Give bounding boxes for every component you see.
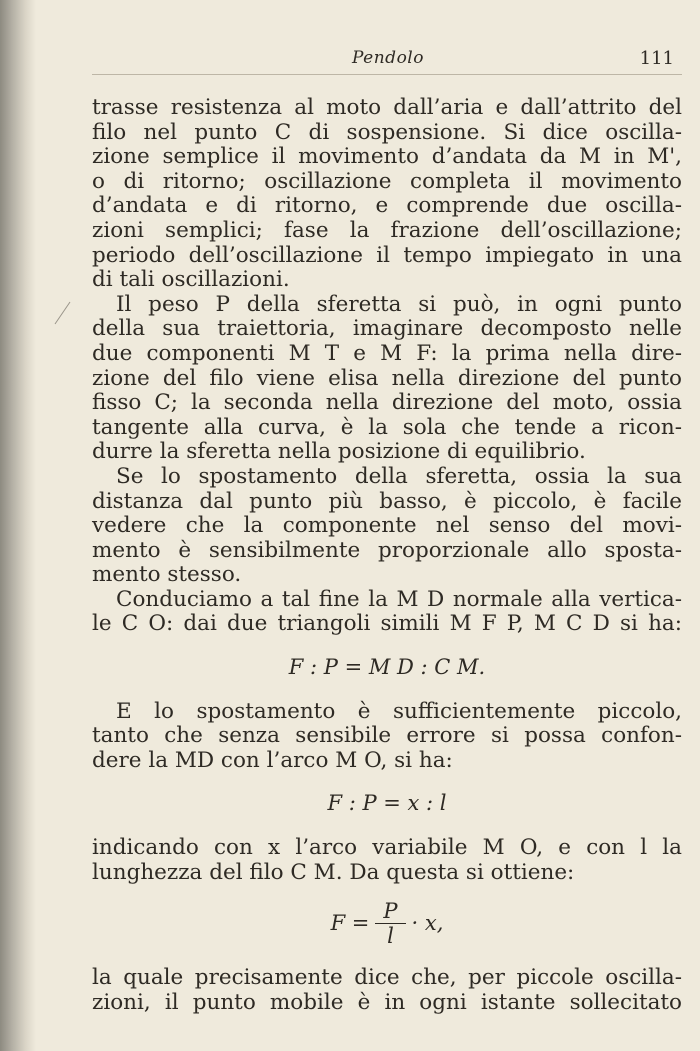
text-line: la quale precisamente dice che, per piccole oscilla-: [92, 965, 682, 991]
text-line: zioni, il punto mobile è in ogni istante sollecitato: [92, 989, 682, 1015]
text-line: Il peso P della sferetta si può, in ogni punto: [116, 291, 682, 317]
page-body: [92, 96, 682, 1015]
text-line: E lo spostamento è sufficientemente piccolo,: [116, 698, 682, 724]
fraction-numerator: P: [375, 899, 405, 924]
text-line: trasse resistenza al moto dall’aria e dall’attrito del: [92, 95, 682, 120]
text-line: due componenti M T e M F: la prima nella dire-: [92, 340, 682, 366]
paragraph-6: [92, 836, 682, 885]
text-line: periodo dell’oscillazione il tempo impiegato in una: [92, 242, 682, 268]
text-line: della sua traiettoria, imaginare decomposto nelle: [92, 316, 682, 342]
equation-proportion-2: F : P = x : l: [327, 791, 447, 816]
text-line: Conduciamo a tal fine la M D normale alla vertica-: [116, 586, 682, 612]
text-line: distanza dal punto più basso, è piccolo, è facile: [92, 488, 682, 514]
paragraph-3: [92, 465, 682, 588]
paragraph-2: [92, 293, 682, 465]
text-line: filo nel punto C di sospensione. Si dice oscilla-: [92, 119, 682, 145]
equation-lhs: F =: [330, 911, 370, 936]
text-line: tanto che senza sensibile errore si possa confon-: [92, 723, 682, 749]
page-header: [92, 48, 682, 75]
text-line: d’andata e di ritorno, e comprende due oscilla-: [92, 193, 682, 219]
text-line: tangente alla curva, è la sola che tende a ricon-: [92, 414, 682, 440]
text-line: mento è sensibilmente proporzionale allo sposta-: [92, 537, 682, 563]
paragraph-5: [92, 700, 682, 774]
book-spine-shadow: [0, 0, 36, 1051]
pencil-mark-icon: [52, 300, 74, 326]
text-line: indicando con x l’arco variabile M O, e con l la: [92, 835, 682, 861]
text-line: o di ritorno; oscillazione completa il movimento: [92, 168, 682, 194]
running-head: Pendolo: [352, 48, 424, 68]
fraction: [375, 899, 405, 948]
fraction-denominator: l: [387, 924, 394, 949]
text-line: di tali oscillazioni.: [92, 267, 290, 293]
text-line: lunghezza del filo C M. Da questa si ottiene:: [92, 859, 575, 885]
text-line: fisso C; la seconda nella direzione del moto, ossia: [92, 390, 682, 416]
paragraph-1: [92, 96, 682, 293]
text-line: le C O: dai due triangoli simili M F P, M C D si ha:: [92, 611, 682, 637]
equation-force: [92, 899, 682, 948]
paragraph-7: [92, 966, 682, 1015]
text-line: mento stesso.: [92, 562, 242, 588]
paragraph-4: [92, 588, 682, 637]
text-line: zioni semplici; fase la frazione dell’oscillazione;: [92, 217, 682, 243]
equation-rhs: · x,: [411, 911, 444, 936]
text-line: durre la sferetta nella posizione di equilibrio.: [92, 439, 586, 465]
text-line: zione semplice il movimento d’andata da M in M',: [92, 144, 682, 170]
text-line: dere la MD con l’arco M O, si ha:: [92, 747, 453, 773]
text-line: vedere che la componente nel senso del movi-: [92, 513, 682, 539]
page-number: 111: [639, 48, 674, 69]
text-line: zione del filo viene elisa nella direzione del punto: [92, 365, 682, 391]
text-line: Se lo spostamento della sferetta, ossia la sua: [116, 463, 682, 489]
equation-proportion-1: F : P = M D : C M.: [288, 655, 486, 680]
